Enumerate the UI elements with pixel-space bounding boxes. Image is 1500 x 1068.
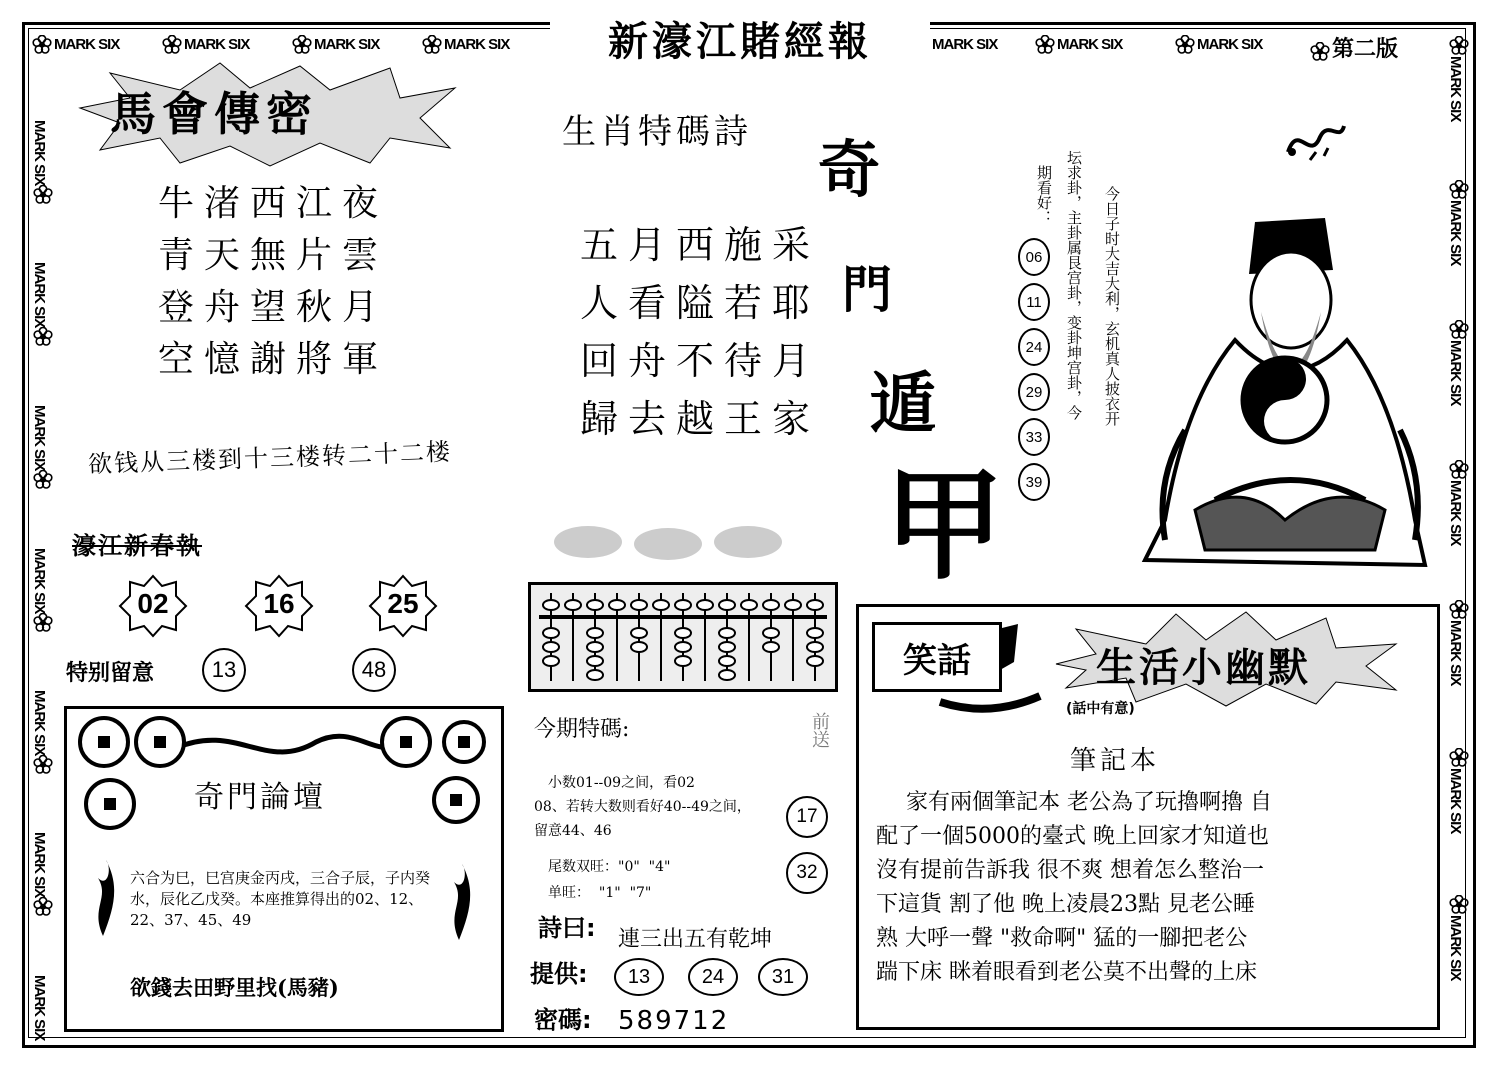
mark-six-logo: MARK SIX <box>422 34 509 55</box>
number-ball: 17 <box>786 796 828 838</box>
special-code-heading: 今期特碼: <box>534 717 630 742</box>
story-line: 踹下床 眯着眼看到老公莫不出聲的上床 <box>876 960 1257 985</box>
edition-label: 第二版 <box>1310 32 1398 63</box>
zodiac-poem <box>580 216 820 448</box>
mark-six-logo: MARK SIX <box>32 34 119 55</box>
dragon-icon <box>1280 112 1350 172</box>
mark-six-logo-vertical: MARK SIX <box>31 975 48 1041</box>
poem-label: 詩曰: <box>538 914 596 942</box>
mark-six-logo: MARK SIX <box>1175 34 1262 55</box>
flower-icon <box>33 755 53 775</box>
brush-decoration <box>930 622 1050 722</box>
poem-line: 人看隘若耶 <box>580 281 821 325</box>
mark-six-logo-vertical: MARK SIX <box>1446 320 1471 405</box>
flower-icon <box>1449 748 1469 768</box>
mark-six-logo-vertical: MARK SIX <box>1446 895 1471 980</box>
mark-six-logo-vertical: MARK SIX <box>30 832 55 917</box>
mark-six-logo-vertical: MARK SIX <box>1446 180 1471 265</box>
story-line: 下這貨 割了他 晚上凌晨23點 見老公睡 <box>876 892 1255 917</box>
special-code-line: 尾数双旺："0" "4" <box>548 859 671 875</box>
secret-note-box <box>88 428 458 492</box>
number-ball: 29 <box>1018 373 1050 411</box>
poem-line: 回舟不待月 <box>580 339 821 383</box>
flower-icon <box>33 897 53 917</box>
poem-line: 歸去越王家 <box>580 397 821 441</box>
special-attention-label: 特别留意 <box>66 661 155 686</box>
story-line: 熟 大呼一聲 "救命啊" 猛的一腳把老公 <box>876 926 1248 951</box>
poem-text: 連三出五有乾坤 <box>618 927 773 952</box>
special-code-line: 08、若转大数则看好40--49之间， <box>534 799 751 815</box>
code-value: 589712 <box>618 1006 730 1036</box>
story-line: 配了一個5000的臺式 晚上回家才知道也 <box>876 824 1269 849</box>
flower-icon <box>1175 35 1195 55</box>
flower-icon <box>33 613 53 633</box>
provide-label: 提供: <box>530 960 588 988</box>
special-code-line: 小数01--09之间，看02 <box>548 775 695 791</box>
zodiac-poem-heading: 生肖特碼詩 <box>562 112 752 152</box>
mark-six-logo-vertical: MARK SIX <box>30 262 55 347</box>
special-code-line: 单旺： "1" "7" <box>548 885 652 901</box>
new-spring-heading: 濠江新春執 <box>72 531 202 560</box>
poem-line: 青天無片雲 <box>158 235 389 276</box>
flower-icon <box>292 35 312 55</box>
mark-six-logo: MARK SIX <box>162 34 249 55</box>
humor-subheading: (話中有意) <box>1066 701 1135 717</box>
flower-icon <box>422 35 442 55</box>
qimen-char: 遁 <box>870 364 936 442</box>
poem-line: 五月西施采 <box>580 223 821 267</box>
newspaper-title: 新濠江賭經報 <box>550 10 930 66</box>
number-ball: 13 <box>614 958 664 996</box>
spring-number: 25 <box>387 588 419 619</box>
flame-decoration <box>90 858 116 938</box>
forum-heading: 奇門論壇 <box>194 780 326 815</box>
abacus-icon <box>531 585 835 689</box>
humor-heading: 生活小幽默 <box>1096 645 1311 691</box>
flower-icon <box>32 35 52 55</box>
forecast-column: 今日子时大吉大利，玄机真人披衣开 <box>1103 186 1121 426</box>
mark-six-logo-vertical: MARK SIX <box>30 548 55 633</box>
number-ball: 24 <box>1018 328 1050 366</box>
flower-icon <box>1310 42 1330 62</box>
code-label: 密碼: <box>534 1006 592 1034</box>
story-line: 沒有提前告訴我 很不爽 想着怎么整治一 <box>876 858 1264 883</box>
forecast-column: 坛求卦，主卦属艮宫卦，变卦坤宫卦，今 <box>1065 150 1083 420</box>
qimen-char: 甲 <box>884 455 1004 596</box>
number-ball: 13 <box>202 648 246 692</box>
mark-six-logo-vertical: MARK SIX <box>30 405 55 490</box>
special-code-line: 留意44、46 <box>534 823 612 839</box>
mark-six-logo-vertical: MARK SIX <box>1446 600 1471 685</box>
flower-icon <box>33 185 53 205</box>
story-title: 筆記本 <box>1070 746 1161 776</box>
spring-number: 02 <box>137 588 169 619</box>
number-ball: 48 <box>352 648 396 692</box>
flame-decoration <box>446 862 472 942</box>
number-ball: 32 <box>786 852 828 894</box>
flower-icon <box>1449 895 1469 915</box>
flower-icon <box>1449 600 1469 620</box>
qimen-char: 門 <box>842 260 892 319</box>
poem-line: 登舟望秋月 <box>158 287 389 328</box>
mark-six-logo-vertical: MARK SIX <box>1446 748 1471 833</box>
forum-text: 六合为巳，巳宫庚金丙戌，三合子辰，子内癸水，辰化乙戊癸。本座推算得出的02、12、22、37、45、49 <box>130 869 431 929</box>
abacus-image <box>528 582 838 692</box>
spring-number: 16 <box>263 588 295 619</box>
number-ball: 06 <box>1018 238 1050 276</box>
flower-icon <box>162 35 182 55</box>
special-code-side-label: 前送 <box>809 712 830 748</box>
mark-six-logo: MARK SIX <box>292 34 379 55</box>
flower-icon <box>1449 36 1469 56</box>
mark-six-logo-vertical: MARK SIX <box>30 120 55 205</box>
secret-heading: 馬會傳密 <box>110 87 318 141</box>
mark-six-logo: MARK SIX <box>1035 34 1122 55</box>
forum-footer: 欲錢去田野里找(馬豬) <box>130 975 339 1000</box>
forecast-numbers <box>1018 238 1050 501</box>
story-line: 家有兩個筆記本 老公為了玩擼啊擼 自 <box>906 790 1272 815</box>
number-ball: 39 <box>1018 463 1050 501</box>
flower-icon <box>33 470 53 490</box>
story-text <box>876 786 1426 990</box>
secret-poem <box>158 178 388 386</box>
poem-line: 牛渚西江夜 <box>158 183 389 224</box>
flower-icon <box>33 327 53 347</box>
number-ball: 11 <box>1018 283 1050 321</box>
mark-six-logo-vertical: MARK SIX <box>1446 460 1471 545</box>
number-ball: 33 <box>1018 418 1050 456</box>
mark-six-logo-vertical: MARK SIX <box>30 690 55 775</box>
forecast-column: 期看好： <box>1035 165 1053 225</box>
number-ball: 24 <box>688 958 738 996</box>
qimen-char: 奇 <box>818 133 881 206</box>
flower-icon <box>1449 180 1469 200</box>
flower-icon <box>1449 460 1469 480</box>
secret-note: 欲钱从三楼到十三楼转二十二楼 <box>88 437 453 479</box>
poem-line: 空憶謝將軍 <box>158 339 389 380</box>
mark-six-logo-vertical: MARK SIX <box>1446 36 1471 121</box>
flower-icon <box>1449 320 1469 340</box>
mark-six-logo: MARK SIX <box>932 36 998 53</box>
sage-illustration <box>1125 200 1445 580</box>
flower-icon <box>1035 35 1055 55</box>
number-ball: 31 <box>758 958 808 996</box>
decorative-smudge <box>548 518 808 572</box>
joke-label: 笑話 <box>872 622 1002 692</box>
